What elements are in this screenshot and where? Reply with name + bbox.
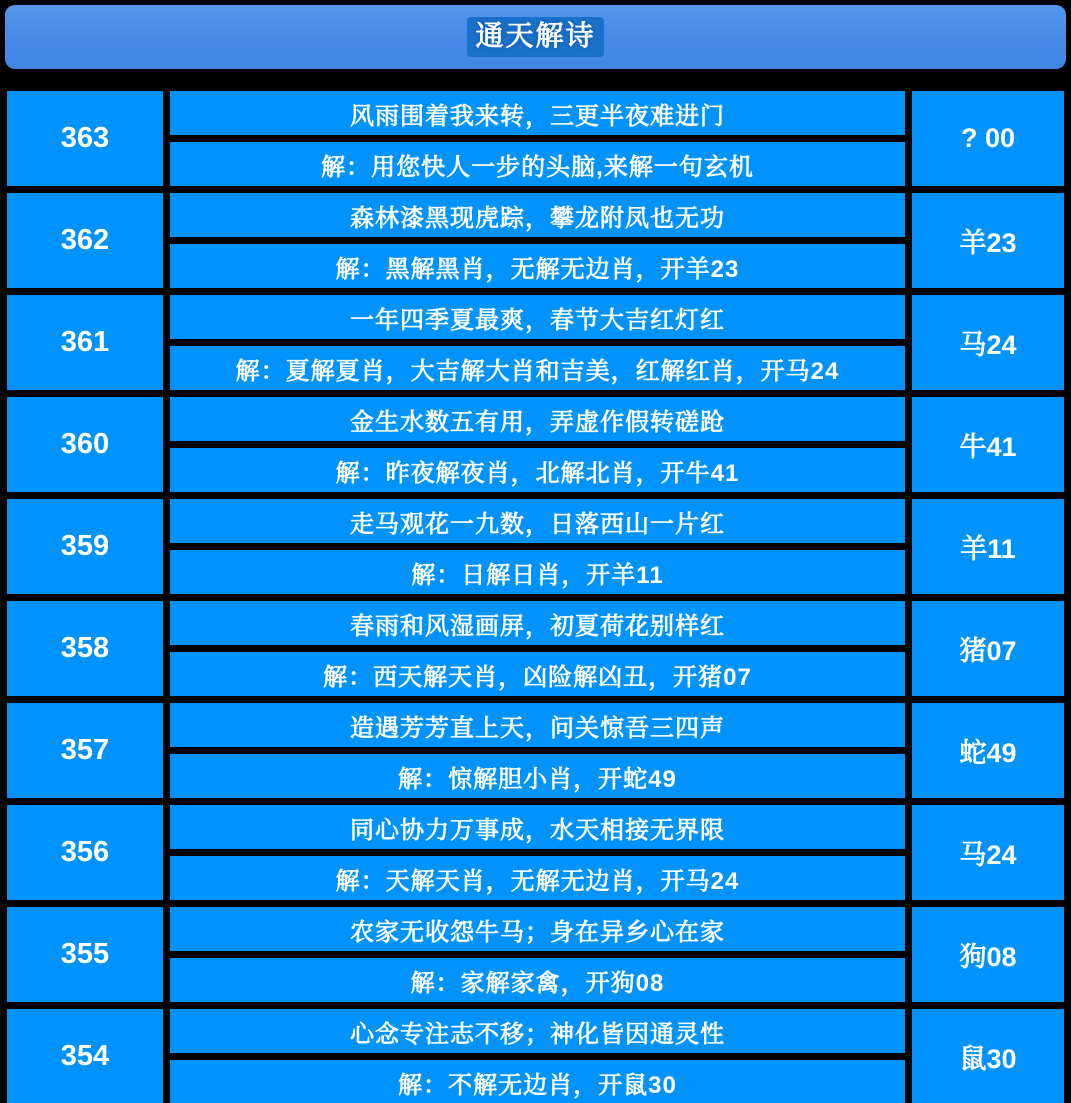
table-row — [7, 601, 1064, 696]
table-row — [7, 805, 1064, 900]
result-value: 马24 — [912, 295, 1064, 390]
interpretation-text: 解：夏解夏肖，大吉解大肖和吉美，红解红肖，开马24 — [170, 346, 905, 390]
issue-number: 361 — [7, 295, 163, 390]
issue-number: 360 — [7, 397, 163, 492]
result-value: 蛇49 — [912, 703, 1064, 798]
table-row — [7, 703, 1064, 798]
poem-text: 农家无收怨牛马；身在异乡心在家 — [170, 907, 905, 951]
poem-text: 造遇芳芳直上天，问关惊吾三四声 — [170, 703, 905, 747]
result-value: 猪07 — [912, 601, 1064, 696]
table-row — [7, 91, 1064, 186]
interpretation-text: 解：用您快人一步的头脑,来解一句玄机 — [170, 142, 905, 186]
result-value: 狗08 — [912, 907, 1064, 1002]
table-row — [7, 499, 1064, 594]
page-header — [5, 5, 1066, 69]
result-value: 鼠30 — [912, 1009, 1064, 1103]
interpretation-text: 解：家解家禽，开狗08 — [170, 958, 905, 1002]
poem-text: 森林漆黑现虎踪，攀龙附凤也无功 — [170, 193, 905, 237]
interpretation-text: 解：日解日肖，开羊11 — [170, 550, 905, 594]
issue-number: 357 — [7, 703, 163, 798]
page-title: 通天解诗 — [467, 17, 603, 57]
interpretation-text: 解：西天解天肖，凶险解凶丑，开猪07 — [170, 652, 905, 696]
issue-number: 359 — [7, 499, 163, 594]
issue-number: 356 — [7, 805, 163, 900]
table-row — [7, 907, 1064, 1002]
interpretation-text: 解：惊解胆小肖，开蛇49 — [170, 754, 905, 798]
interpretation-text: 解：天解天肖，无解无边肖，开马24 — [170, 856, 905, 900]
poem-table — [0, 84, 1071, 1103]
poem-text: 一年四季夏最爽，春节大吉红灯红 — [170, 295, 905, 339]
result-value: 羊11 — [912, 499, 1064, 594]
issue-number: 358 — [7, 601, 163, 696]
poem-text: 走马观花一九数，日落西山一片红 — [170, 499, 905, 543]
poem-text: 春雨和风湿画屏，初夏荷花别样红 — [170, 601, 905, 645]
poem-text: 风雨围着我来转，三更半夜难进门 — [170, 91, 905, 135]
result-value: 马24 — [912, 805, 1064, 900]
table-row — [7, 295, 1064, 390]
interpretation-text: 解：不解无边肖，开鼠30 — [170, 1060, 905, 1103]
result-value: 牛41 — [912, 397, 1064, 492]
result-value: ? 00 — [912, 91, 1064, 186]
table-row — [7, 1009, 1064, 1103]
issue-number: 363 — [7, 91, 163, 186]
issue-number: 354 — [7, 1009, 163, 1103]
poem-text: 同心协力万事成，水天相接无界限 — [170, 805, 905, 849]
interpretation-text: 解：昨夜解夜肖，北解北肖，开牛41 — [170, 448, 905, 492]
poem-text: 金生水数五有用，弄虚作假转磋跄 — [170, 397, 905, 441]
issue-number: 362 — [7, 193, 163, 288]
issue-number: 355 — [7, 907, 163, 1002]
table-row — [7, 397, 1064, 492]
page — [0, 5, 1071, 1103]
result-value: 羊23 — [912, 193, 1064, 288]
table-row — [7, 193, 1064, 288]
interpretation-text: 解：黑解黑肖，无解无边肖，开羊23 — [170, 244, 905, 288]
poem-text: 心念专注志不移；神化皆因通灵性 — [170, 1009, 905, 1053]
